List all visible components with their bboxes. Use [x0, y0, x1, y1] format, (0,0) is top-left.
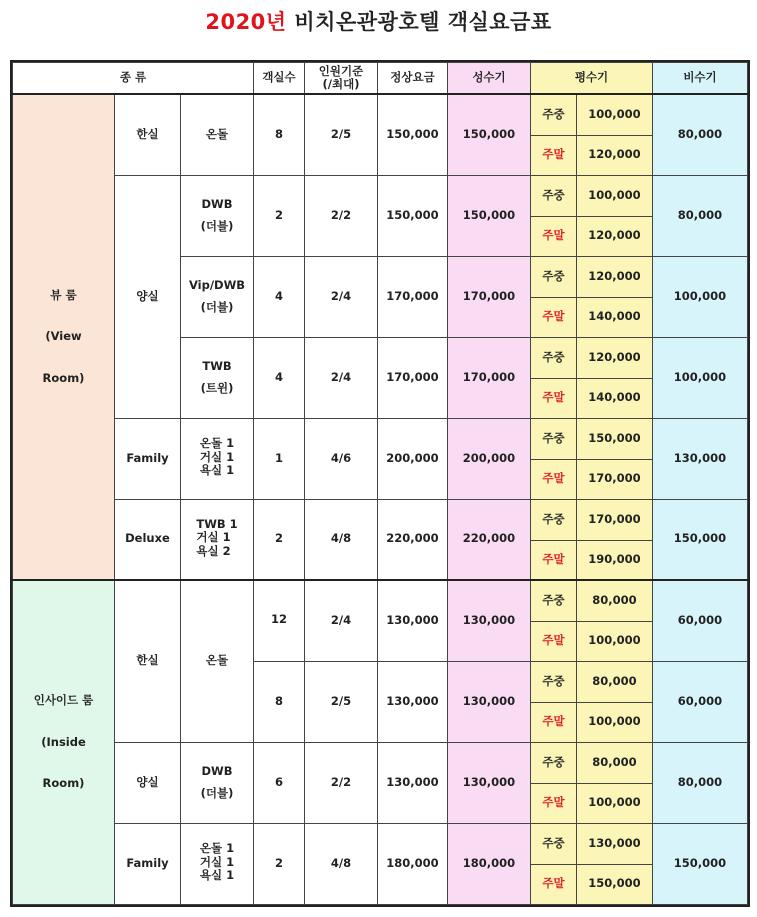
- regular-rate: 130,000: [378, 742, 448, 823]
- room-type-line: 욕실 1: [199, 867, 235, 882]
- normal-weekend-rate: 170,000: [577, 459, 653, 499]
- normal-weekend-rate: 100,000: [577, 621, 653, 661]
- off-rate: 60,000: [653, 661, 748, 742]
- normal-weekday-rate: 130,000: [577, 823, 653, 864]
- regular-rate: 130,000: [378, 580, 448, 661]
- room-type: [181, 175, 254, 256]
- off-rate: 80,000: [653, 175, 748, 256]
- peak-rate: 180,000: [448, 823, 531, 904]
- category-inside-name: 인사이드 룸: [33, 693, 94, 708]
- regular-rate: 200,000: [378, 418, 448, 499]
- occupancy: 4/8: [305, 823, 378, 904]
- page-title: [0, 4, 757, 40]
- table-row: [13, 175, 748, 216]
- room-class: Family: [115, 823, 181, 904]
- header-normal: 평수기: [531, 63, 653, 95]
- room-class: 양실: [115, 742, 181, 823]
- peak-rate: 170,000: [448, 337, 531, 418]
- header-off: 비수기: [653, 63, 748, 95]
- normal-weekday-rate: 100,000: [577, 94, 653, 135]
- weekday-label: 주중: [531, 661, 577, 702]
- room-type-name: DWB: [201, 763, 233, 778]
- occupancy: 4/6: [305, 418, 378, 499]
- room-type-sub: (더블): [200, 299, 234, 314]
- room-type: [181, 499, 254, 580]
- room-count: 4: [254, 256, 305, 337]
- room-class: Family: [115, 418, 181, 499]
- room-type-line: 온돌 1: [199, 841, 235, 856]
- normal-weekday-rate: 80,000: [577, 661, 653, 702]
- regular-rate: 170,000: [378, 256, 448, 337]
- room-class: Deluxe: [115, 499, 181, 580]
- normal-weekend-rate: 100,000: [577, 702, 653, 742]
- occupancy: 2/4: [305, 256, 378, 337]
- room-count: 12: [254, 580, 305, 661]
- table-row: [13, 823, 748, 864]
- room-count: 2: [254, 823, 305, 904]
- normal-weekend-rate: 140,000: [577, 297, 653, 337]
- room-type-sub: (더블): [200, 218, 234, 233]
- rate-table: [12, 62, 748, 905]
- table-row: [13, 499, 748, 540]
- off-rate: 130,000: [653, 418, 748, 499]
- off-rate: 100,000: [653, 256, 748, 337]
- room-type-line: 거실 1: [199, 854, 235, 869]
- peak-rate: 220,000: [448, 499, 531, 580]
- off-rate: 80,000: [653, 742, 748, 823]
- normal-weekend-rate: 190,000: [577, 540, 653, 580]
- room-type-sub: (더블): [200, 785, 234, 800]
- room-type-name: DWB: [201, 196, 233, 211]
- regular-rate: 150,000: [378, 94, 448, 175]
- occupancy: 2/2: [305, 742, 378, 823]
- category-view-room: [13, 94, 115, 580]
- weekday-label: 주중: [531, 499, 577, 540]
- normal-weekday-rate: 150,000: [577, 418, 653, 459]
- weekday-label: 주중: [531, 94, 577, 135]
- title-year: 2020년: [205, 10, 287, 34]
- room-type-line: 거실 1: [199, 449, 235, 464]
- room-count: 8: [254, 94, 305, 175]
- weekday-label: 주중: [531, 175, 577, 216]
- category-view-name: 뷰 룸: [50, 287, 77, 302]
- normal-weekday-rate: 80,000: [577, 742, 653, 783]
- peak-rate: 200,000: [448, 418, 531, 499]
- room-type: [181, 742, 254, 823]
- category-inside-en1: (Inside: [41, 734, 86, 749]
- normal-weekday-rate: 80,000: [577, 580, 653, 621]
- title-text: 비치온관광호텔 객실요금표: [286, 10, 552, 34]
- weekday-label: 주중: [531, 337, 577, 378]
- normal-weekday-rate: 170,000: [577, 499, 653, 540]
- peak-rate: 150,000: [448, 94, 531, 175]
- occupancy: 2/4: [305, 580, 378, 661]
- room-type-name: TWB: [202, 358, 232, 373]
- normal-weekday-rate: 120,000: [577, 337, 653, 378]
- regular-rate: 180,000: [378, 823, 448, 904]
- occupancy: 4/8: [305, 499, 378, 580]
- header-occupancy-line2: (/최대): [322, 77, 360, 91]
- weekend-label: 주말: [531, 297, 577, 337]
- header-peak: 성수기: [448, 63, 531, 95]
- room-count: 4: [254, 337, 305, 418]
- off-rate: 80,000: [653, 94, 748, 175]
- room-type: 온돌: [181, 580, 254, 742]
- weekday-label: 주중: [531, 742, 577, 783]
- weekend-label: 주말: [531, 783, 577, 823]
- occupancy: 2/4: [305, 337, 378, 418]
- normal-weekday-rate: 120,000: [577, 256, 653, 297]
- room-type: 온돌: [181, 94, 254, 175]
- weekend-label: 주말: [531, 459, 577, 499]
- occupancy: 2/5: [305, 94, 378, 175]
- peak-rate: 130,000: [448, 661, 531, 742]
- normal-weekday-rate: 100,000: [577, 175, 653, 216]
- header-row: [13, 63, 748, 95]
- weekend-label: 주말: [531, 702, 577, 742]
- room-type: [181, 337, 254, 418]
- room-count: 2: [254, 499, 305, 580]
- room-type: [181, 823, 254, 904]
- regular-rate: 130,000: [378, 661, 448, 742]
- normal-weekend-rate: 150,000: [577, 864, 653, 904]
- table-row: [13, 94, 748, 135]
- room-type-line: 욕실 1: [199, 462, 235, 477]
- table-row: [13, 418, 748, 459]
- room-type-line: TWB 1: [196, 517, 238, 532]
- peak-rate: 130,000: [448, 580, 531, 661]
- header-rooms: 객실수: [254, 63, 305, 95]
- rate-table-frame: [10, 60, 750, 907]
- room-type-name: Vip/DWB: [188, 277, 246, 292]
- occupancy: 2/2: [305, 175, 378, 256]
- weekend-label: 주말: [531, 540, 577, 580]
- room-type-line: 욕실 2: [196, 543, 231, 558]
- category-inside-en2: Room): [42, 775, 85, 790]
- occupancy: 2/5: [305, 661, 378, 742]
- regular-rate: 150,000: [378, 175, 448, 256]
- normal-weekend-rate: 100,000: [577, 783, 653, 823]
- header-regular: 정상요금: [378, 63, 448, 95]
- room-class: 한실: [115, 94, 181, 175]
- off-rate: 60,000: [653, 580, 748, 661]
- regular-rate: 220,000: [378, 499, 448, 580]
- weekday-label: 주중: [531, 256, 577, 297]
- regular-rate: 170,000: [378, 337, 448, 418]
- weekend-label: 주말: [531, 621, 577, 661]
- table-row: [13, 580, 748, 621]
- room-count: 6: [254, 742, 305, 823]
- weekday-label: 주중: [531, 418, 577, 459]
- room-count: 1: [254, 418, 305, 499]
- peak-rate: 130,000: [448, 742, 531, 823]
- weekend-label: 주말: [531, 216, 577, 256]
- table-row: [13, 742, 748, 783]
- normal-weekend-rate: 140,000: [577, 378, 653, 418]
- room-type-line: 거실 1: [196, 530, 231, 545]
- room-type-sub: (트윈): [200, 380, 234, 395]
- category-view-en2: Room): [42, 370, 85, 385]
- weekend-label: 주말: [531, 864, 577, 904]
- room-type-line: 온돌 1: [199, 436, 235, 451]
- weekend-label: 주말: [531, 378, 577, 418]
- header-occupancy: [305, 63, 378, 95]
- category-view-en1: (View: [45, 329, 82, 344]
- peak-rate: 150,000: [448, 175, 531, 256]
- room-class: 한실: [115, 580, 181, 742]
- room-class: 양실: [115, 175, 181, 418]
- weekend-label: 주말: [531, 135, 577, 175]
- normal-weekend-rate: 120,000: [577, 135, 653, 175]
- header-type: 종 류: [13, 63, 254, 95]
- category-inside-room: [13, 580, 115, 904]
- off-rate: 150,000: [653, 823, 748, 904]
- off-rate: 150,000: [653, 499, 748, 580]
- room-count: 2: [254, 175, 305, 256]
- normal-weekend-rate: 120,000: [577, 216, 653, 256]
- room-type: [181, 418, 254, 499]
- weekday-label: 주중: [531, 823, 577, 864]
- peak-rate: 170,000: [448, 256, 531, 337]
- room-count: 8: [254, 661, 305, 742]
- weekday-label: 주중: [531, 580, 577, 621]
- header-occupancy-line1: 인원기준: [318, 64, 364, 79]
- room-type: [181, 256, 254, 337]
- off-rate: 100,000: [653, 337, 748, 418]
